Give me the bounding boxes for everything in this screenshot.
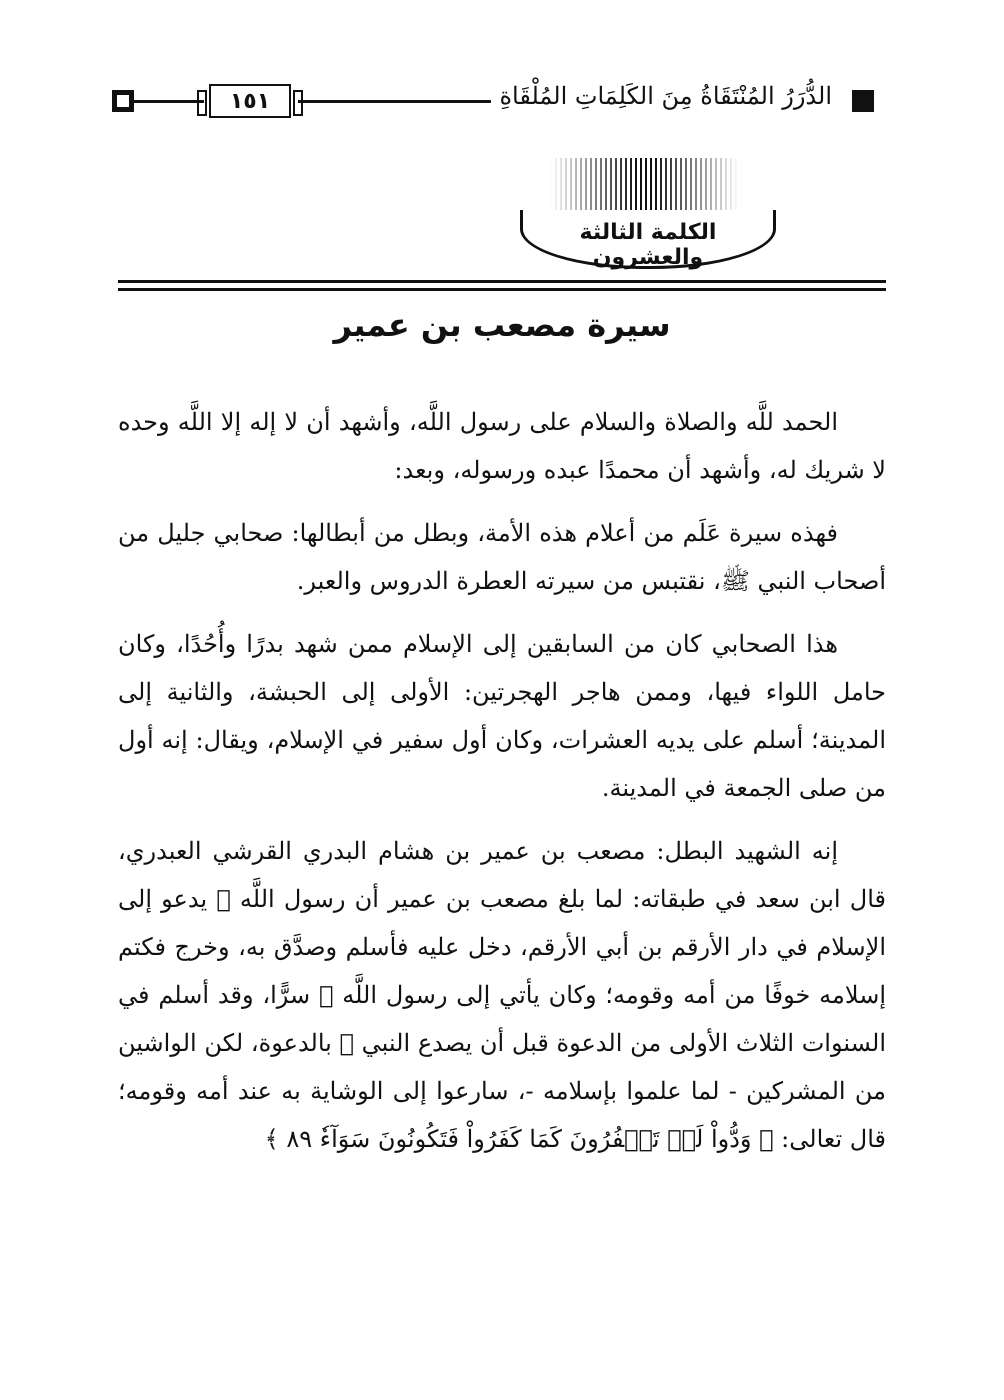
chapter-heading-box	[520, 158, 770, 276]
hollow-square-ornament	[112, 90, 134, 112]
paragraph-2: فهذه سيرة عَلَم من أعلام هذه الأمة، وبطل من أبطالها: صحابي جليل من أصحاب النبي ﷺ، نقتبس من سيرته العطرة الدروس والعبر.	[118, 519, 886, 595]
paragraph-4: إنه الشهيد البطل: مصعب بن عمير بن هشام البدري القرشي العبدري، قال ابن سعد في طبقاته: لما بلغ مصعب بن عمير أن رسول اللَّه ﷺ يدعو إلى الإسلام في دار الأرقم بن أبي الأرقم، دخل عليه فأسلم وصدَّق به، وخرج فكتم إسلامه خوفًا من أمه وقومه؛ وكان يأتي إلى رسول اللَّه ﷺ سرًّا، وقد أسلم في السنوات الثلاث الأولى من الدعوة قبل أن يصدع النبي ﷺ بالدعوة، لكن الواشين من المشركين - لما علموا بإسلامه -، سارعوا إلى الوشاية به عند أمه وقومه؛ قال تعالى: ﴿ وَدُّواْ لَوۡ تَكۡفُرُونَ كَمَا كَفَرُواْ فَتَكُونُونَ سَوَآءٗ ٨٩ ﴾	[118, 837, 887, 1153]
body-text	[118, 398, 886, 1178]
running-header	[112, 80, 874, 124]
chapter-label: الكلمة الثالثة والعشرون	[579, 220, 717, 270]
book-title: الدُّرَرُ المُنْتَقَاةُ مِنَ الكَلِمَاتِ المُلْقَاةِ	[491, 82, 840, 110]
paragraph-1: الحمد للَّه والصلاة والسلام على رسول اللَّه، وأشهد أن لا إله إلا اللَّه وحده لا شريك له، وأشهد أن محمدًا عبده ورسوله، وبعد:	[118, 408, 886, 484]
double-rule-bottom	[118, 288, 886, 291]
solid-square-ornament	[852, 90, 874, 112]
hatch-ornament	[550, 158, 740, 218]
section-title: سيرة مصعب بن عمير	[333, 306, 671, 344]
header-rule-left	[134, 100, 204, 103]
paragraph-3: هذا الصحابي كان من السابقين إلى الإسلام ممن شهد بدرًا وأُحُدًا، وكان حامل اللواء فيها، وممن هاجر الهجرتين: الأولى إلى الحبشة، والثانية إلى المدينة؛ أسلم على يديه العشرات، وكان أول سفير في الإسلام، ويقال: إنه أول من صلى الجمعة في المدينة.	[118, 630, 886, 802]
chapter-label-frame	[520, 210, 776, 269]
page-number: ١٥١	[209, 84, 291, 118]
double-rule-top	[118, 280, 886, 283]
